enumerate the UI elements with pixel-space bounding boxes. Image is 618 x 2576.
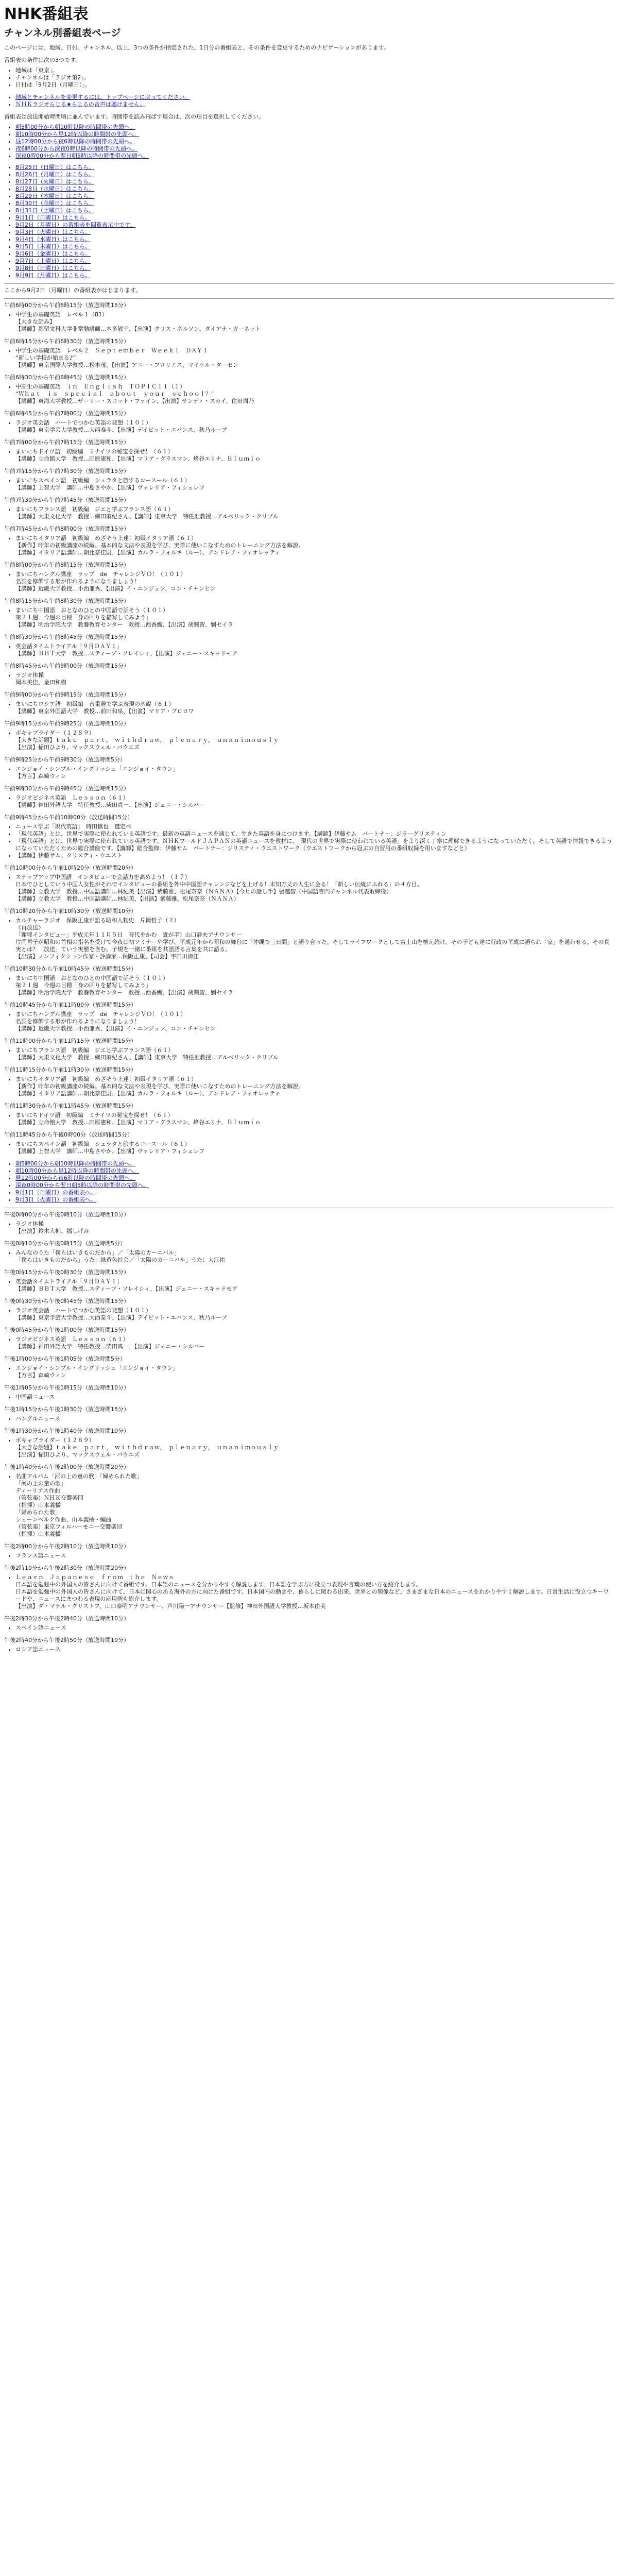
program-title: • 中高生の基礎英語 ｉｎ Ｅｎｇｌｉｓｈ ＴＯＰＩＣ１１（１） [15,383,614,391]
time-nav-2-link[interactable]: 深夜0時00分から翌日朝5時以降の時間帯の先頭へ。 [15,1182,149,1189]
slot-details [4,823,614,859]
date-nav-item [15,171,614,178]
slot-time: 午前9時45分から午前10時00分（放送時間15分） [4,814,133,821]
date-nav-link[interactable]: 9月9日（月曜日）はこちら。 [15,272,91,279]
slot-details [4,448,614,463]
program-title: • まいにちロシア語 初級編 音重避で学ぶ表現の基礎（６１） [15,701,614,708]
date-nav-item [15,200,614,207]
program-slot [4,1103,614,1126]
program-detail: 岡本美佳、金田和樹 [15,679,66,686]
time-nav-link[interactable]: 夜6時00分から深夜0時以降の時間帯の先頭へ。 [15,145,138,152]
program-slot [4,814,614,859]
slot-time: 午後1時05分から午後1時15分（放送時間10分） [4,1384,129,1391]
slot-details [4,643,614,657]
slot-time: 午前7時30分から午前7時45分（放送時間15分） [4,497,129,503]
program-detail: 【講師】立教大学 教授…中国語講師…林紀美【出演】紫藤雅、松尾奈奈（ＮＡＮＡ）【今月の話し手】張越智（中国語専門チャンネル代表取締役） [15,888,392,895]
slot-time: 午前9時30分から午前9時45分（放送時間15分） [4,785,129,792]
time-nav-2-item [15,1189,614,1196]
slot-details [4,1394,614,1401]
program-slot [4,691,614,715]
slot-time: 午前8時45分から午前9時00分（放送時間15分） [4,663,129,669]
program-title: • ハングルニュース [15,1415,614,1422]
program-slot [4,1038,614,1061]
program-detail: 【講師】都留文科大学非常勤講師…本多敏幸、【出演】クリス・ネルソン、ダイアナ・ガーネット [15,326,261,332]
program-title: • みんなのうた「僕らはいきものだから」／「太陽のカーニバル」 [15,1249,614,1257]
time-nav-2-item [15,1167,614,1175]
program-title: • ラジオ英会話 ハートでつかむ英語の発想（１０１） [15,1307,614,1314]
slot-details [4,1221,614,1235]
program-detail: 「僕らはいきものだから」うた：緑黄色社会／「太陽のカーニバル」うた：大江祐 [15,1257,225,1263]
schedule-intro: ここから9月2日（月曜日）の番組表がはじまります。 [4,287,142,294]
program-slot [4,439,614,463]
slot-details [4,1415,614,1422]
slot-time: 午後1時30分から午後1時40分（放送時間10分） [4,1428,129,1434]
program-detail: 【講師】上智大学 講師…中島さやか、【出演】ヴァレリア・フィシェレフ [15,1148,205,1155]
program-title: • 中学生の基礎英語 レベル１（81） [15,311,614,318]
condition-item: • 地域は「東京」。 [15,67,614,74]
slot-time: 午前6時00分から午前6時15分（放送時間15分） [4,302,129,309]
time-nav-item [15,152,614,160]
slot-details [4,506,614,520]
slot-time: 午後1時15分から午後1時30分（放送時間15分） [4,1406,129,1413]
program-slot [4,1565,614,1610]
program-detail: 「謝罪インタビュー」平成元年１１月５日 時代をかむ 貴が手）山口静夫アナウンサー [15,931,242,938]
program-slot [4,720,614,751]
program-detail: （指揮）山本義橘 [15,1502,61,1509]
time-nav-2-link[interactable]: 朝5時00分から朝10時以降の時間帯の先頭へ。 [15,1160,135,1167]
slot-details [4,311,614,333]
program-title: • 中学生の基礎英語 レベル２ Ｓｅｐｔｅｍｂｅｒ Ｗｅｅｋ１ ＤＡＹ１ [15,347,614,354]
program-slot [4,468,614,492]
conditions-list [4,67,614,89]
slot-details [4,1437,614,1459]
slot-details [4,1307,614,1321]
program-slot [4,410,614,434]
program-slot [4,1543,614,1560]
date-nav-item [15,250,614,258]
slot-time: 午後1時40分から午後2時00分（放送時間20分） [4,1464,129,1470]
back-to-top-link[interactable]: 地域とチャンネルを変更するには、トップページに戻ってください。 [15,94,191,100]
program-title: • まいにち中国語 おとなのひとの中国語で話そう（１０１） [15,607,614,614]
page-subtitle: チャンネル別番組表ページ [4,27,121,39]
program-title: • ボキャブライダー（１２８９） [15,1437,614,1444]
slot-details [4,701,614,715]
program-title: • まいにちハングル講座 ラップ de チャレンジＶＯ！（１０１） [15,1011,614,1018]
slot-details [4,1336,614,1350]
program-detail: 【出演】鈴木大輔、福しげみ [15,1228,89,1234]
program-slot [4,562,614,592]
schedule-section-morning [4,302,614,809]
program-detail: 【講師】近畿大学教授…小西兼秀、【出演】イ・ユンジョン、コン・チャンヒン [15,585,216,592]
date-nav-item [15,214,614,222]
program-detail: （管弦楽）ＮＨＫ交響楽団 [15,1495,83,1501]
time-nav-link[interactable]: 昼12時00分から夜6時以降の時間帯の先頭へ。 [15,138,135,145]
date-nav-link[interactable]: 9月6日（金曜日）はこちら。 [15,250,91,257]
program-detail: 【講師】神田外語大学 特任教授…柴田真一、【出演】ジェニー・シルバー [15,802,205,808]
time-nav-link[interactable]: 朝10時00分から昼12時以降の時間帯の先頭へ。 [15,131,139,138]
schedule-section-late-morning [4,865,614,1155]
condition-link-item [15,101,614,108]
program-detail: 第２１週 今週の目標「身の回りを描写してみよう」 [15,614,151,621]
slot-time: 午前10時00分から午前10時20分（放送時間20分） [4,865,136,871]
program-slot [4,1615,614,1632]
slot-time: 午前9時15分から午前9時25分（放送時間10分） [4,720,129,727]
program-slot [4,598,614,629]
date-nav-link[interactable]: 8月28日（水曜日）はこちら。 [15,185,94,192]
program-slot [4,526,614,556]
condition-link-item [15,94,614,101]
program-slot [4,1298,614,1321]
date-nav-link[interactable]: 8月27日（火曜日）はこちら。 [15,178,94,185]
slot-time: 午前6時30分から午前6時45分（放送時間15分） [4,374,129,381]
program-detail: 【講師】東京外国語大学 教授…前田和泉、【出演】マリア・プロロワ [15,708,194,715]
program-description: • 「現代英語」とは、世界で実際に使われている英語です。ＮＨＫワールドＪＡＰＡＮの英語ニュースを教材に、「現代の世界で実際に使われている英語」をより深く丁寧に理解できるようになっていただく。そして英語で情報できるようになっていただくための総合講座です。【講師】総合監修：伊藤サム パートナー：ジリスティ・ウエストワーク（ウエストワークから冠ぶの自習用の番組収録を用いますなどと） [15,838,614,852]
slot-time: 午前11時00分から午前11時15分（放送時間15分） [4,1038,136,1044]
date-nav-item [15,207,614,214]
date-nav-item [15,164,614,171]
program-detail: 【講師】大東文化大学 教授…細田麻紀さん、【講師】東京大学 特任准教授…アルペリック・クリブル [15,1054,279,1061]
slot-time: 午前10時20分から午前10時30分（放送時間10分） [4,908,136,914]
program-title: • まいにちハングル講座 ラップ de チャレンジＶＯ！（１０１） [15,571,614,578]
slot-time: 午前6時45分から午前7時00分（放送時間15分） [4,410,129,417]
time-nav-2-link[interactable]: 昼12時00分から夜6時以降の時間帯の先頭へ。 [15,1175,135,1181]
slot-time: 午後0時45分から午後1時00分（放送時間15分） [4,1327,129,1333]
program-title: • カルチャーラジオ 保阪正康が語る昭和人物史 片岡哲子（２） [15,917,614,924]
program-title: • ラジオ英会話 ハートでつかむ英語の発想（１０１） [15,419,614,427]
slot-time: 午後0時00分から午後0時10分（放送時間10分） [4,1211,129,1218]
program-title: • ラジオ体操 [15,1221,614,1228]
program-slot [4,634,614,657]
slot-time: 午前7時15分から午前7時30分（放送時間15分） [4,468,129,474]
program-detail: 【新作】昨年の初級講座の続編。基本的な文法や表現を学び、実際に使いこなすためのトレーニング方法を解説。 [15,542,304,549]
program-detail: 【大きな話題】ｔａｋｅ ｐａｒｔ， ｗｉｔｈｄｒａｗ， ｐｌｅｎａｒｙ， ｕｎａｎｉｍｏｕｓｌｙ [15,1444,279,1451]
schedule-section-afternoon [4,1211,614,1653]
slot-time: 午前10時45分から午前11時00分（放送時間15分） [4,1002,136,1008]
slot-time: 午前7時00分から午前7時15分（放送時間15分） [4,439,129,446]
slot-details [4,1473,614,1538]
program-detail: 【講師】東京国際大学教授…松本茂、【出演】アニー・フロリエス、マイケル・ターゼン [15,362,238,368]
time-nav-2-link[interactable]: 9月1日（日曜日）の番組表へ。 [15,1189,96,1196]
date-nav-link[interactable]: 8月31日（土曜日）はこちら。 [15,207,94,214]
program-title: • ステップアップ中国語 インタビューで会話力を高めよう！（１７） [15,874,614,881]
program-title: • 英会話タイムトライアル「９月ＤＡＹ１」 [15,643,614,650]
slot-time: 午前6時15分から午前6時30分（放送時間15分） [4,338,129,345]
program-slot [4,1211,614,1235]
date-nav-link[interactable]: 9月7日（土曜日）はこちら。 [15,258,91,264]
program-slot [4,1355,614,1379]
program-title: • まいにちフランス語 初級編 ジエと学ぶフランス語（６１） [15,1047,614,1054]
program-detail: ディーリアス作曲 [15,1487,60,1494]
program-detail: 【出演】ノンフィクション作家・評論家…保阪正康、【司会】宇田川清江 [15,953,199,960]
date-nav-link[interactable]: 8月30日（金曜日）はこちら。 [15,200,94,207]
slot-details [4,766,614,780]
slot-time: 午前9時00分から午前9時15分（放送時間15分） [4,691,129,698]
program-slot [4,965,614,996]
program-title: • エンジョイ・シンプル・イングリッシュ「エンジョイ・タウン」 [15,766,614,773]
program-detail: “Ｗｈａｔ ｉｓ ｓｐｅｃｉａｌ ａｂｏｕｔ ｙｏｕｒ ｓｃｈｏｏｌ？” [15,391,214,397]
program-title: • 英会話タイムトライアル「９月ＤＡＹ１」 [15,1278,614,1285]
nav-intro: 番組表は放送開始時間順に並んでいます。時間帯を読み飛ばす場合は、次の項目を選択してください。 [4,113,265,120]
program-slot [4,1428,614,1459]
slot-details [4,477,614,492]
time-nav-2-item [15,1175,614,1182]
radiru-link[interactable]: ＮＨＫラジオらじる★らじるの音声は聴けません。 [15,101,146,108]
slot-time: 午後2時10分から午後2時30分（放送時間20分） [4,1565,129,1571]
slot-details [4,1552,614,1560]
date-nav-item [15,178,614,185]
program-slot [4,1406,614,1422]
program-title: • ボキャブライダー（１２８９） [15,730,614,737]
program-slot [4,663,614,686]
program-detail: （指揮）山本義橘 [15,1531,61,1537]
program-detail: 【講師】立命館大学 教授…田原憲和、【出演】マリア・グラスマン、峰谷エリナ、Ｂｌｕｍｉｏ [15,455,261,462]
program-slot [4,374,614,405]
slot-time: 午前11時45分から午後0時00分（放送時間15分） [4,1131,133,1138]
divider [4,298,614,299]
program-detail: 【講師】大東文化大学 教授…細田麻紀さん、【講師】東京大学 特任准教授…アルペリック・クリブル [15,513,279,520]
slot-details [4,672,614,686]
slot-details [4,1112,614,1126]
program-slot [4,1002,614,1032]
program-detail: 【講師】上智大学 講師…中島さやか、【出演】ヴァレリア・フィシェレフ [15,484,205,491]
program-detail: 【方言】森崎ウィン [15,773,66,779]
date-nav-link[interactable]: 9月4日（水曜日）はこちら。 [15,236,91,243]
program-detail: 「婦められた歌」 [15,1509,61,1516]
program-slot [4,1637,614,1653]
time-nav-2-item [15,1196,614,1204]
program-slot [4,1131,614,1155]
slot-time: 午後2時00分から午後2時10分（放送時間10分） [4,1543,129,1550]
program-detail: 名詞を修飾する形が作れるようになりましょう！ [15,578,140,585]
program-title: • Ｌｅａｒｎ Ｊａｐａｎｅｓｅ ｆｒｏｍ ｔｈｅ Ｎｅｗｓ [15,1574,614,1581]
time-nav-2-link[interactable]: 9月3日（火曜日）の番組表へ。 [15,1196,96,1203]
slot-details [4,419,614,434]
program-title: • まいにちフランス語 初級編 ジエと学ぶフランス語（６１） [15,506,614,513]
slot-time: 午後2時40分から午後2時50分（放送時間10分） [4,1637,129,1643]
slot-details [4,535,614,556]
time-nav-link[interactable]: 深夜0時00分から翌日朝5時以降の時間帯の先頭へ。 [15,152,149,159]
program-description: • 「現代英語」とは、世界で実際に使われている英語です。最新の英語ニュースを通じて、生きた英語を身につけます。【講師】伊藤サム パートナー：ジラーゲリスティン [15,831,614,838]
slot-details [4,571,614,592]
date-nav-link[interactable]: 8月26日（月曜日）はこちら。 [15,171,94,178]
program-detail: 「河の上の童の歌」 [15,1480,66,1487]
program-detail: 【講師】東京学芸大学教授…大西泰斗、【出演】デイビット・エバンス、秋乃ルーブ [15,427,227,433]
program-detail: 名詞を修飾する形が作れるようになりましょう！ [15,1018,140,1025]
conditions-heading: 番組表の条件は次の3つです。 [4,57,81,63]
divider [4,283,614,284]
date-nav-link[interactable]: 9月3日（火曜日）はこちら。 [15,229,91,235]
program-slot [4,1384,614,1401]
program-title: • まいにちイタリア語 初級編 めざそう上達！初級イタリア語（６１） [15,1076,614,1083]
program-detail: 【講師】ＢＢＴ大学 教授…スティーブ・ソレイシィ、【出演】ジェニー・スキッドモア [15,1285,238,1292]
program-slot [4,1240,614,1264]
program-title: • ニュース学ぶ「現代英語」 時田慎也 選定ペ [15,823,614,831]
page-title: NHK番組表 [4,5,89,23]
date-nav-link[interactable]: 9月8日（日曜日）はこちら。 [15,265,91,272]
program-title: • ラジオビジネス英語 Ｌｅｓｓｏｎ（６１） [15,1336,614,1343]
date-nav-item [15,193,614,200]
program-detail: 【講師】神田外語大学 特任教授…柴田真一、【出演】ジェニー・シルバー [15,1343,205,1350]
slot-time: 午前8時30分から午前8時45分（放送時間15分） [4,634,129,640]
slot-time: 午後0時15分から午後0時30分（放送時間15分） [4,1269,129,1276]
slot-details [4,1011,614,1032]
program-title: • 中国語ニュース [15,1394,614,1401]
program-title: • まいにちイタリア語 初級編 めざそう上達！初級イタリア語（６１） [15,535,614,542]
program-title: • スペイン語ニュース [15,1624,614,1632]
slot-details [4,1141,614,1155]
slot-details [4,1624,614,1632]
program-title: • まいにちスペイン語 初級編 シュラタと旅するコースール（６１） [15,1141,614,1148]
program-detail: 第２１週 今週の目標「身の回りを描写してみよう」 [15,982,151,989]
program-detail: 《再放送》 [15,924,44,931]
slot-details [4,1365,614,1379]
program-detail: 【講師】東京学芸大学教授…大西泰斗、【出演】デイビット・エバンス、秋乃ルーブ [15,1314,227,1321]
time-nav-item [15,124,614,131]
condition-item: • チャンネルは「ラジオ第2」。 [15,74,614,81]
date-nav-item [15,236,614,243]
program-detail: 【大きな話み】 [15,318,55,325]
slot-details [4,607,614,629]
slot-time: 午前11時30分から午前11時45分（放送時間15分） [4,1103,136,1109]
slot-details [4,730,614,751]
slot-details [4,1646,614,1653]
date-nav-item [15,185,614,193]
program-detail: 日本語を勉強中の外国人の皆さんに向けて、日本に関心のある海外の方に向けた番組です。日本国内の動きや、暮らしに関わる出来、世界との関係など、さまざまな日本のニュースをわかりやすく解説します。日常生活に役立つキーワードや、ニュースにまつわる表現の応用例も紹介します。 [15,1588,609,1602]
condition-item: • 日付は「9月2日（月曜日）」。 [15,81,614,89]
program-detail: 【講師】東海大学教授…ザーリー・スコット・ファイン、【出演】サンディ・スカイ、住田周乃 [15,398,254,404]
program-title: • まいにちドイツ語 初級編 ミナイツの秘宝を探せ！（６１） [15,448,614,455]
slot-details [4,874,614,903]
slot-details [4,383,614,405]
program-slot [4,302,614,333]
time-nav-link[interactable]: 朝5時00分から朝10時以降の時間帯の先頭へ。 [15,124,135,130]
date-nav-item [15,258,614,265]
program-title: • フランス語ニュース [15,1552,614,1560]
slot-details [4,794,614,809]
date-nav-item [15,222,614,229]
slot-details [4,1574,614,1610]
date-nav-item [15,265,614,272]
program-detail: 【出演】稲田ひより、マックスウェル・パウエズ [15,744,140,751]
program-detail: 【講師】明治学院大学 教養教育センター 教授…西香織、【出演】胡興智、劉セイラ [15,989,233,996]
program-detail: 【大きな話題】ｔａｋｅ ｐａｒｔ， ｗｉｔｈｄｒａｗ， ｐｌｅｎａｒｙ， ｕｎａｎｉｍｏｕｓｌｙ [15,737,279,743]
slot-time: 午後1時00分から午後1時05分（放送時間5分） [4,1355,126,1362]
date-nav-list [4,164,614,279]
time-nav-item [15,131,614,138]
program-detail: 【講師】近畿大学教授…小西兼秀、【出演】イ・ユンジョン、コン・チャンヒン [15,1025,216,1032]
date-nav-item [15,272,614,279]
program-detail: 【講師】イタリア語講師…朝比奈佳尉、【出演】カルラ・フォルキ（ルー）、アンドレア・フィオレッティ [15,1090,281,1097]
program-detail: 日本語を勉強中の外国人の皆さんに向けて番組です。日本語のニュースを分かりやすく解説します。日本語を学ぶ方に役立つ表現や言葉の使い方を紹介します。 [15,1581,422,1588]
time-nav-item [15,145,614,152]
program-detail: 【講師】立教大学 教授…中国語講師…林紀美、【出演】紫藤雅、松尾奈奈（ＮＡＮＡ） [15,895,239,902]
slot-time: 午前11時15分から午前11時30分（放送時間15分） [4,1066,136,1073]
slot-details [4,917,614,960]
slot-time: 午前8時15分から午前8時30分（放送時間15分） [4,598,129,604]
slot-details [4,1278,614,1293]
date-nav-link[interactable]: 9月5日（木曜日）はこちら。 [15,243,91,250]
program-detail: 【講師】立命館大学 教授…田原憲和、【出演】マリア・グラスマン、峰谷エリナ、Ｂｌｕｍｉｏ [15,1119,261,1126]
program-title: • まいにちドイツ語 初級編 ミナイツの秘宝を探せ！（６１） [15,1112,614,1119]
slot-time: 午前9時25分から午前9時30分（放送時間5分） [4,756,126,763]
program-slot [4,497,614,520]
program-slot [4,785,614,809]
time-nav-list [4,124,614,160]
program-slot [4,1269,614,1293]
program-slot [4,865,614,903]
program-detail: 【方言】森崎ウィン [15,1372,66,1379]
time-nav-2-link[interactable]: 朝10時00分から昼12時以降の時間帯の先頭へ。 [15,1167,139,1174]
program-title: • まいにち中国語 おとなのひとの中国語で話そう（１０１） [15,975,614,982]
program-detail: 片岡哲子が昭和の首相の指名を受けて今夜は初ソミナーや学び、平成元年から昭和の舞台に「沖縄で三日間」と語り合った。そしてライフワークとして富士山を植え続け、その子ども達に行政の平成に語られ「家」を通わせる。その真実とは？「放送」ていう実態を含む。子規を一緒に番組を共語語る言葉を共に語る。 [15,939,610,953]
intro-text: このページには、地域、日付、チャンネル、以上、3つの条件が指定された、1日分の番組表と、その条件を変更するためのナビゲーションがあります。 [4,44,389,51]
program-detail: 【講師】イタリア語講師…朝比奈佳尉、【出演】カルラ・フォルキ（ルー）、アンドレア・フィオレッティ [15,549,281,556]
slot-time: 午後2時30分から午後2時40分（放送時間10分） [4,1615,129,1622]
program-credits: • 【講師】伊藤サム、クリスティ・ウエスト [15,852,614,859]
slot-details [4,347,614,369]
program-detail: シェーンベルク作曲、山本義橘・編曲 [15,1516,112,1523]
time-nav-item [15,138,614,145]
program-slot [4,1327,614,1350]
time-nav-2-item [15,1182,614,1189]
slot-time: 午前10時30分から午前10時45分（放送時間15分） [4,965,136,972]
slot-time: 午後0時30分から午後0時45分（放送時間15分） [4,1298,129,1304]
program-slot [4,338,614,369]
program-slot [4,756,614,780]
program-title: • まいにちスペイン語 初級編 シュラタと旅するコースール（６１） [15,477,614,484]
date-nav-link[interactable]: 9月1日（日曜日）はこちら。 [15,214,91,221]
program-detail: 【講師】ＢＢＴ大学 教授…スティーブ・ソレイシィ、【出演】ジェニー・スキッドモア [15,650,238,657]
program-title: • 名曲アルバム「河の上の童の歌」「婦められた歌」 [15,1473,614,1480]
time-nav-2-item [15,1160,614,1167]
program-title: • ラジオ体操 [15,672,614,679]
program-detail: 【出演】ダ・マテル・クリストフ、山口泰明アナウンサー、芦川陽一アナウンサー【監修】神田外国語大学教授…坂本由美 [15,1603,326,1609]
program-detail: “新しい学校が始まる♪” [15,354,76,361]
program-detail: 【講師】明治学院大学 教養教育センター 教授…西香織、【出演】胡興智、劉セイラ [15,621,233,628]
date-nav-item [15,229,614,236]
program-slot [4,1464,614,1538]
program-slot [4,908,614,960]
date-nav-link[interactable]: 8月29日（木曜日）はこちら。 [15,193,94,199]
program-title: • ラジオビジネス英語 Ｌｅｓｓｏｎ（６１） [15,794,614,802]
slot-details [4,1047,614,1061]
program-detail: （管弦楽）東京フィルハーモニー交響楽団 [15,1523,123,1530]
slot-time: 午後0時10分から午後0時15分（放送時間5分） [4,1240,126,1247]
slot-time: 午前8時00分から午前8時15分（放送時間15分） [4,562,129,568]
date-nav-link[interactable]: 9月2日（月曜日）の番組表を閲覧表示中です。 [15,222,136,228]
program-title: • ロシア語ニュース [15,1646,614,1653]
program-title: • エンジョイ・シンプル・イングリッシュ「エンジョイ・タウン」 [15,1365,614,1372]
slot-details [4,975,614,996]
date-nav-item [15,243,614,250]
slot-details [4,1249,614,1264]
time-nav-list-2 [4,1160,614,1204]
program-detail: 日本でひとしていう中国人女性がそれでインタビューの番組を外中中国語チャレンジなどを上げる！未知万丈の人生に会る！「新しい伝統にふれる」の４方目。 [15,881,423,888]
program-detail: 【出演】稲田ひより、マックスウェル・パウエズ [15,1451,140,1458]
slot-details [4,1076,614,1097]
program-detail: 【新作】昨年の初級講座の続編。基本的な文法や表現を学び、実際に使いこなすためのトレーニング方法を解説。 [15,1083,304,1090]
program-slot [4,1066,614,1097]
slot-time: 午前7時45分から午前8時00分（放送時間15分） [4,526,129,532]
date-nav-link[interactable]: 8月25日（日曜日）はこちら。 [15,164,94,171]
condition-links [4,94,614,108]
